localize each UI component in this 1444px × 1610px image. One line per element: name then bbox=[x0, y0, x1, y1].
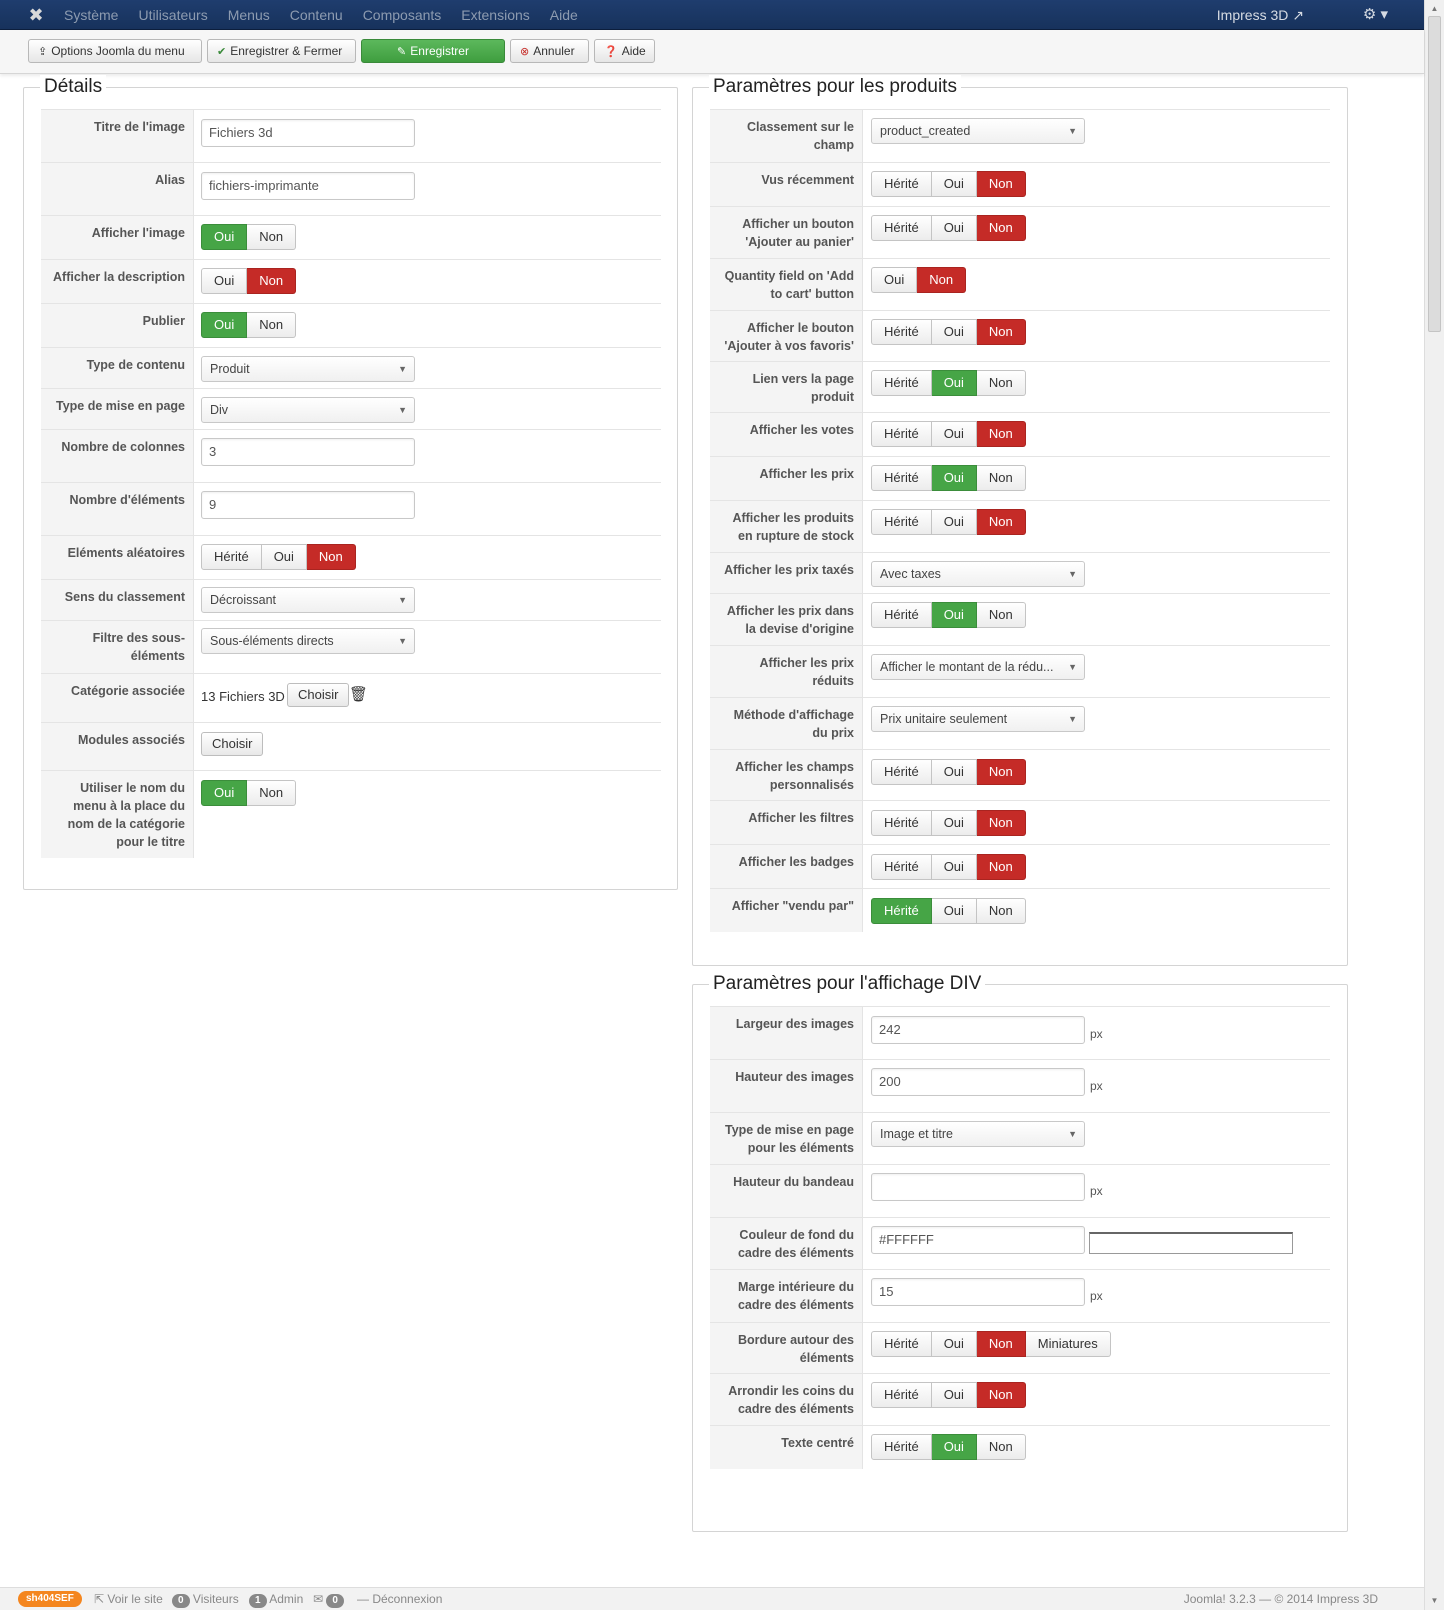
filters-yes[interactable]: Oui bbox=[932, 810, 977, 836]
menu-content[interactable]: Contenu bbox=[289, 7, 343, 23]
visitors-count: 0 bbox=[172, 1594, 190, 1608]
custom-inherit[interactable]: Hérité bbox=[871, 759, 932, 785]
layout-label: Type de mise en page pour les éléments bbox=[710, 1113, 863, 1164]
filters-toggle bbox=[871, 810, 1026, 836]
view-site-link[interactable]: ⇱ Voir le site bbox=[94, 1592, 163, 1606]
products-legend: Paramètres pour les produits bbox=[709, 75, 961, 99]
row-layout bbox=[710, 1112, 1330, 1164]
link-inherit[interactable]: Hérité bbox=[871, 370, 932, 396]
custom-label: Afficher les champs personnalisés bbox=[710, 750, 863, 800]
toolbar bbox=[0, 30, 1424, 74]
badges-yes[interactable]: Oui bbox=[932, 854, 977, 880]
sold-by-yes[interactable]: Oui bbox=[932, 898, 977, 924]
add-cart-toggle bbox=[871, 215, 1026, 241]
row-round bbox=[710, 1373, 1330, 1425]
main-menu bbox=[64, 0, 598, 30]
show-desc-yes[interactable]: Oui bbox=[201, 268, 247, 294]
discount-select[interactable]: Afficher le montant de la rédu... ▼ bbox=[871, 654, 1085, 680]
recent-toggle bbox=[871, 171, 1026, 197]
elements-label: Nombre d'éléments bbox=[41, 483, 194, 535]
round-yes[interactable]: Oui bbox=[932, 1382, 977, 1408]
columns-input[interactable]: 3 bbox=[201, 438, 415, 466]
price-toggle bbox=[871, 465, 1026, 491]
content-type-label: Type de contenu bbox=[41, 348, 194, 388]
menu-extensions[interactable]: Extensions bbox=[461, 7, 530, 23]
center-label: Texte centré bbox=[710, 1426, 863, 1469]
alias-label: Alias bbox=[41, 163, 194, 215]
row-custom bbox=[710, 749, 1330, 800]
chevron-down-icon: ▼ bbox=[1068, 714, 1077, 724]
row-add-cart bbox=[710, 206, 1330, 258]
wishlist-no[interactable]: Non bbox=[977, 319, 1026, 345]
scroll-up-icon[interactable]: ▲ bbox=[1430, 4, 1439, 13]
layout-select[interactable]: Image et titre ▼ bbox=[871, 1121, 1085, 1147]
round-toggle bbox=[871, 1382, 1026, 1408]
cancel-icon: ⊗ bbox=[520, 46, 530, 58]
row-elements bbox=[41, 482, 661, 535]
order-select[interactable]: Décroissant ▼ bbox=[201, 587, 415, 613]
help-icon: ❓ bbox=[604, 46, 618, 58]
alias-input[interactable]: fichiers-imprimante bbox=[201, 172, 415, 200]
height-label: Hauteur des images bbox=[710, 1060, 863, 1112]
visitors-status: 0 Visiteurs bbox=[172, 1588, 239, 1610]
messages-status[interactable] bbox=[313, 1588, 344, 1610]
filters-inherit[interactable]: Hérité bbox=[871, 810, 932, 836]
votes-yes[interactable]: Oui bbox=[932, 421, 977, 447]
center-yes[interactable]: Oui bbox=[932, 1434, 977, 1460]
wishlist-toggle bbox=[871, 319, 1026, 345]
custom-toggle bbox=[871, 759, 1026, 785]
oos-label: Afficher les produits en rupture de stock bbox=[710, 501, 863, 552]
add-cart-inherit[interactable]: Hérité bbox=[871, 215, 932, 241]
publish-no[interactable]: Non bbox=[247, 312, 296, 338]
top-navbar bbox=[0, 0, 1424, 30]
qty-toggle bbox=[871, 267, 966, 293]
price-yes[interactable]: Oui bbox=[932, 465, 977, 491]
qty-label: Quantity field on 'Add to cart' button bbox=[710, 259, 863, 310]
recent-inherit[interactable]: Hérité bbox=[871, 171, 932, 197]
link-no[interactable]: Non bbox=[977, 370, 1026, 396]
border-toggle bbox=[871, 1331, 1111, 1357]
oos-toggle bbox=[871, 509, 1026, 535]
center-no[interactable]: Non bbox=[977, 1434, 1026, 1460]
width-unit: px bbox=[1090, 1027, 1103, 1041]
chevron-down-icon: ▼ bbox=[398, 595, 407, 605]
filters-no[interactable]: Non bbox=[977, 810, 1026, 836]
width-input[interactable]: 242 bbox=[871, 1016, 1085, 1044]
badges-inherit[interactable]: Hérité bbox=[871, 854, 932, 880]
admin-status: 1 Admin bbox=[249, 1588, 303, 1610]
random-yes[interactable]: Oui bbox=[262, 544, 307, 570]
orig-currency-yes[interactable]: Oui bbox=[932, 602, 977, 628]
recent-yes[interactable]: Oui bbox=[932, 171, 977, 197]
sold-by-label: Afficher "vendu par" bbox=[710, 889, 863, 932]
cancel-button[interactable]: ⊗ Annuler bbox=[510, 39, 589, 63]
show-image-label: Afficher l'image bbox=[41, 216, 194, 259]
use-menu-name-yes[interactable]: Oui bbox=[201, 780, 247, 806]
chevron-down-icon: ▼ bbox=[1068, 662, 1077, 672]
order-label: Sens du classement bbox=[41, 580, 194, 620]
use-menu-name-no[interactable]: Non bbox=[247, 780, 296, 806]
category-value: 13 Fichiers 3D bbox=[201, 689, 285, 704]
banner-label: Hauteur du bandeau bbox=[710, 1165, 863, 1217]
banner-input[interactable] bbox=[871, 1173, 1085, 1201]
menu-users[interactable]: Utilisateurs bbox=[138, 7, 208, 23]
chevron-down-icon: ▼ bbox=[1068, 1129, 1077, 1139]
row-recent bbox=[710, 162, 1330, 206]
filter-select[interactable]: Sous-éléments directs ▼ bbox=[201, 628, 415, 654]
random-label: Eléments aléatoires bbox=[41, 536, 194, 579]
badges-toggle bbox=[871, 854, 1026, 880]
border-label: Bordure autour des éléments bbox=[710, 1323, 863, 1373]
color-swatch[interactable] bbox=[1089, 1232, 1293, 1254]
chevron-down-icon: ▼ bbox=[398, 636, 407, 646]
show-desc-no[interactable]: Non bbox=[247, 268, 296, 294]
taxed-label: Afficher les prix taxés bbox=[710, 553, 863, 593]
div-display-legend: Paramètres pour l'affichage DIV bbox=[709, 972, 985, 996]
elements-input[interactable]: 9 bbox=[201, 491, 415, 519]
votes-label: Afficher les votes bbox=[710, 413, 863, 456]
row-use-menu-name bbox=[41, 770, 661, 858]
vertical-scrollbar[interactable] bbox=[1424, 0, 1444, 1610]
mail-icon: ✉ bbox=[313, 1592, 327, 1606]
row-modules bbox=[41, 722, 661, 770]
orig-currency-inherit[interactable]: Hérité bbox=[871, 602, 932, 628]
show-image-toggle bbox=[201, 224, 296, 250]
row-orig-currency bbox=[710, 593, 1330, 645]
round-label: Arrondir les coins du cadre des éléments bbox=[710, 1374, 863, 1425]
details-legend: Détails bbox=[40, 75, 106, 99]
chevron-down-icon: ▼ bbox=[398, 364, 407, 374]
settings-gear-icon[interactable]: ⚙ ▾ bbox=[1362, 6, 1388, 23]
row-center bbox=[710, 1425, 1330, 1469]
qty-yes[interactable]: Oui bbox=[871, 267, 917, 293]
joomla-logo-icon[interactable]: ✖ bbox=[28, 5, 44, 25]
row-columns bbox=[41, 429, 661, 482]
row-sold-by bbox=[710, 888, 1330, 932]
row-content-type bbox=[41, 347, 661, 388]
details-fieldset bbox=[23, 76, 678, 890]
row-price bbox=[710, 456, 1330, 500]
round-inherit[interactable]: Hérité bbox=[871, 1382, 932, 1408]
price-inherit[interactable]: Hérité bbox=[871, 465, 932, 491]
row-votes bbox=[710, 412, 1330, 456]
orig-currency-toggle bbox=[871, 602, 1026, 628]
menu-system[interactable]: Système bbox=[64, 7, 119, 23]
row-filters bbox=[710, 800, 1330, 844]
row-link bbox=[710, 361, 1330, 412]
row-category bbox=[41, 673, 661, 722]
row-publish bbox=[41, 303, 661, 347]
filters-label: Afficher les filtres bbox=[710, 801, 863, 844]
options-button[interactable]: ⇪ Options Joomla du menu bbox=[28, 39, 202, 63]
external-link-icon: ⇱ bbox=[94, 1592, 108, 1606]
orig-currency-label: Afficher les prix dans la devise d'origine bbox=[710, 594, 863, 645]
publish-yes[interactable]: Oui bbox=[201, 312, 247, 338]
random-no[interactable]: Non bbox=[307, 544, 356, 570]
row-taxed bbox=[710, 552, 1330, 593]
border-thumbs[interactable]: Miniatures bbox=[1026, 1331, 1111, 1357]
row-padding bbox=[710, 1269, 1330, 1322]
width-label: Largeur des images bbox=[710, 1007, 863, 1059]
row-show-desc bbox=[41, 259, 661, 303]
padding-unit: px bbox=[1090, 1289, 1103, 1303]
row-badges bbox=[710, 844, 1330, 888]
bg-color-input[interactable]: #FFFFFF bbox=[871, 1226, 1085, 1254]
link-label: Lien vers la page produit bbox=[710, 362, 863, 412]
badges-label: Afficher les badges bbox=[710, 845, 863, 888]
admin-count: 1 bbox=[249, 1594, 267, 1608]
qty-no[interactable]: Non bbox=[917, 267, 966, 293]
orig-currency-no[interactable]: Non bbox=[977, 602, 1026, 628]
sold-by-no[interactable]: Non bbox=[977, 898, 1026, 924]
menu-components[interactable]: Composants bbox=[362, 7, 442, 23]
recent-no[interactable]: Non bbox=[977, 171, 1026, 197]
price-method-select[interactable]: Prix unitaire seulement ▼ bbox=[871, 706, 1085, 732]
wishlist-label: Afficher le bouton 'Ajouter à vos favoris' bbox=[710, 311, 863, 361]
chevron-down-icon: ▼ bbox=[1068, 126, 1077, 136]
random-inherit[interactable]: Hérité bbox=[201, 544, 262, 570]
check-icon: ✔ bbox=[217, 46, 227, 58]
row-order bbox=[41, 579, 661, 620]
version-info: Joomla! 3.2.3 — © 2014 Impress 3D bbox=[1183, 1592, 1378, 1606]
border-no[interactable]: Non bbox=[977, 1331, 1026, 1357]
badges-no[interactable]: Non bbox=[977, 854, 1026, 880]
div-display-fieldset bbox=[692, 973, 1348, 1532]
save-button[interactable]: ✎ Enregistrer bbox=[361, 39, 505, 63]
price-label: Afficher les prix bbox=[710, 457, 863, 500]
scroll-down-icon[interactable]: ▼ bbox=[1430, 1596, 1439, 1605]
use-menu-name-label: Utiliser le nom du menu à la place du nom de la catégorie pour le titre bbox=[41, 771, 194, 858]
custom-yes[interactable]: Oui bbox=[932, 759, 977, 785]
chevron-down-icon: ▼ bbox=[398, 405, 407, 415]
use-menu-name-toggle bbox=[201, 780, 296, 806]
publish-label: Publier bbox=[41, 304, 194, 347]
title-input[interactable]: Fichiers 3d bbox=[201, 119, 415, 147]
edit-icon: ✎ bbox=[397, 46, 407, 58]
row-qty bbox=[710, 258, 1330, 310]
content-type-select[interactable]: Produit ▼ bbox=[201, 356, 415, 382]
row-wishlist bbox=[710, 310, 1330, 361]
row-width bbox=[710, 1006, 1330, 1059]
border-inherit[interactable]: Hérité bbox=[871, 1331, 932, 1357]
layout-type-label: Type de mise en page bbox=[41, 389, 194, 429]
logout-link[interactable]: — Déconnexion bbox=[357, 1592, 443, 1606]
row-layout-type bbox=[41, 388, 661, 429]
sold-by-toggle bbox=[871, 898, 1026, 924]
wishlist-inherit[interactable]: Hérité bbox=[871, 319, 932, 345]
category-choose-button[interactable]: Choisir bbox=[287, 683, 349, 707]
minus-icon: — bbox=[357, 1592, 373, 1606]
row-random bbox=[41, 535, 661, 579]
votes-no[interactable]: Non bbox=[977, 421, 1026, 447]
center-inherit[interactable]: Hérité bbox=[871, 1434, 932, 1460]
upload-icon: ⇪ bbox=[38, 46, 48, 58]
trash-icon[interactable]: 🗑 bbox=[349, 686, 369, 703]
site-link[interactable]: Impress 3D ↗ bbox=[1216, 7, 1304, 23]
messages-count: 0 bbox=[326, 1594, 344, 1608]
random-toggle bbox=[201, 544, 356, 570]
row-alias bbox=[41, 162, 661, 215]
add-cart-yes[interactable]: Oui bbox=[932, 215, 977, 241]
row-oos bbox=[710, 500, 1330, 552]
height-unit: px bbox=[1090, 1079, 1103, 1093]
menu-menus[interactable]: Menus bbox=[227, 7, 270, 23]
discount-label: Afficher les prix réduits bbox=[710, 646, 863, 697]
sort-label: Classement sur le champ bbox=[710, 110, 863, 162]
layout-type-select[interactable]: Div ▼ bbox=[201, 397, 415, 423]
oos-no[interactable]: Non bbox=[977, 509, 1026, 535]
show-image-yes[interactable]: Oui bbox=[201, 224, 247, 250]
padding-label: Marge intérieure du cadre des éléments bbox=[710, 1270, 863, 1322]
row-show-image bbox=[41, 215, 661, 259]
status-bar bbox=[0, 1587, 1424, 1610]
votes-inherit[interactable]: Hérité bbox=[871, 421, 932, 447]
sh404sef-badge[interactable]: sh404SEF bbox=[18, 1591, 82, 1607]
category-label: Catégorie associée bbox=[41, 674, 194, 722]
link-toggle bbox=[871, 370, 1026, 396]
row-title bbox=[41, 109, 661, 162]
price-method-label: Méthode d'affichage du prix bbox=[710, 698, 863, 749]
show-desc-label: Afficher la description bbox=[41, 260, 194, 303]
recent-label: Vus récemment bbox=[710, 163, 863, 206]
add-cart-label: Afficher un bouton 'Ajouter au panier' bbox=[710, 207, 863, 258]
row-height bbox=[710, 1059, 1330, 1112]
add-cart-no[interactable]: Non bbox=[977, 215, 1026, 241]
link-yes[interactable]: Oui bbox=[932, 370, 977, 396]
row-banner bbox=[710, 1164, 1330, 1217]
oos-inherit[interactable]: Hérité bbox=[871, 509, 932, 535]
columns-label: Nombre de colonnes bbox=[41, 430, 194, 482]
center-toggle bbox=[871, 1434, 1026, 1460]
filter-label: Filtre des sous-éléments bbox=[41, 621, 194, 673]
round-no[interactable]: Non bbox=[977, 1382, 1026, 1408]
price-no[interactable]: Non bbox=[977, 465, 1026, 491]
row-border bbox=[710, 1322, 1330, 1373]
sort-select[interactable]: product_created ▼ bbox=[871, 118, 1085, 144]
scrollbar-thumb[interactable] bbox=[1428, 16, 1441, 332]
padding-input[interactable]: 15 bbox=[871, 1278, 1085, 1306]
custom-no[interactable]: Non bbox=[977, 759, 1026, 785]
wishlist-yes[interactable]: Oui bbox=[932, 319, 977, 345]
row-bg-color bbox=[710, 1217, 1330, 1269]
show-image-no[interactable]: Non bbox=[247, 224, 296, 250]
border-yes[interactable]: Oui bbox=[932, 1331, 977, 1357]
oos-yes[interactable]: Oui bbox=[932, 509, 977, 535]
products-fieldset bbox=[692, 76, 1348, 966]
help-button[interactable]: ❓ Aide bbox=[594, 39, 655, 63]
title-label: Titre de l'image bbox=[41, 110, 194, 162]
banner-unit: px bbox=[1090, 1184, 1103, 1198]
menu-help[interactable]: Aide bbox=[549, 7, 578, 23]
taxed-select[interactable]: Avec taxes ▼ bbox=[871, 561, 1085, 587]
publish-toggle bbox=[201, 312, 296, 338]
modules-choose-button[interactable]: Choisir bbox=[201, 732, 263, 756]
show-desc-toggle bbox=[201, 268, 296, 294]
bg-label: Couleur de fond du cadre des éléments bbox=[710, 1218, 863, 1269]
row-sort bbox=[710, 109, 1330, 162]
save-close-button[interactable]: ✔ Enregistrer & Fermer bbox=[207, 39, 356, 63]
height-input[interactable]: 200 bbox=[871, 1068, 1085, 1096]
votes-toggle bbox=[871, 421, 1026, 447]
row-discount bbox=[710, 645, 1330, 697]
row-price-method bbox=[710, 697, 1330, 749]
modules-label: Modules associés bbox=[41, 723, 194, 770]
row-filter bbox=[41, 620, 661, 673]
chevron-down-icon: ▼ bbox=[1068, 569, 1077, 579]
sold-by-inherit[interactable]: Hérité bbox=[871, 898, 932, 924]
